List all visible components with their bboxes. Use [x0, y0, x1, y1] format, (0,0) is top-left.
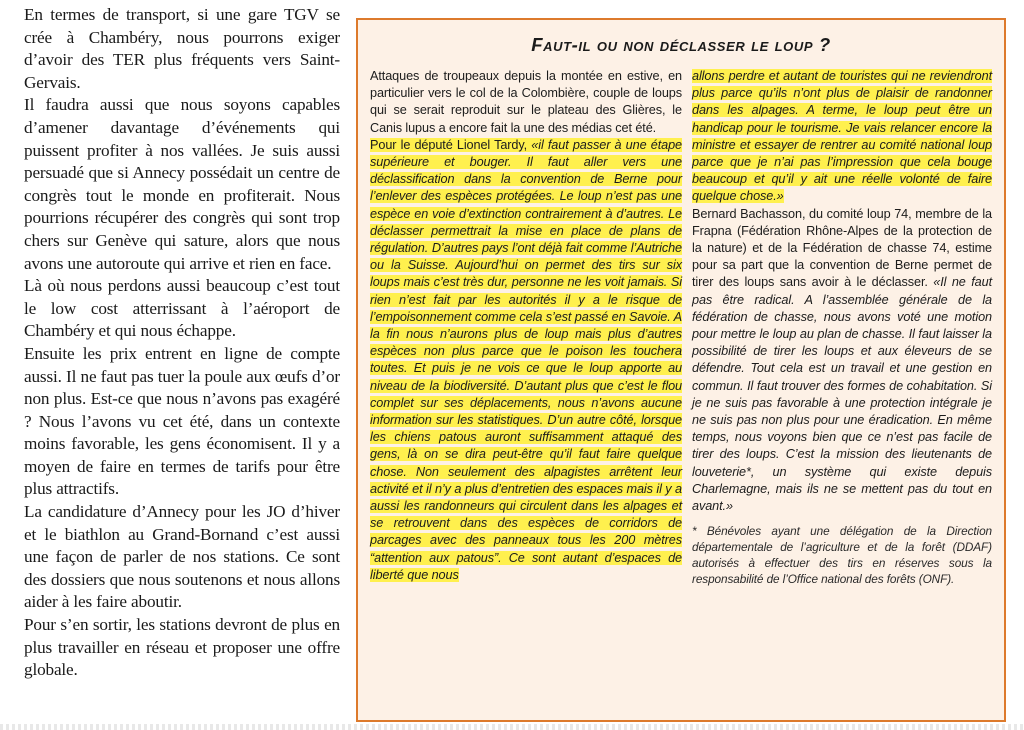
tardy-paragraph — [370, 137, 682, 584]
bachasson-lead: Bernard Bachasson, du comité loup 74, membre de la Frapna (Fédération Rhône-Alpes de la protection de la nature) et de la Fédération de chasse 74, estime pour sa part que la convention de Berne permet de tirer des loups sans avoir à le déclasser. — [692, 206, 992, 290]
wolf-sidebar-box — [356, 18, 1006, 722]
box-title: Faut-il ou non déclasser le loup ? — [531, 34, 831, 55]
page-bottom-edge — [0, 724, 1024, 730]
left-paragraph: Là où nous perdons aussi beaucoup c’est tout le low cost atterrissant à l’aéroport de Chambéry et qui nous échappe. — [24, 276, 340, 341]
tardy-quote: «il faut passer à une étape supérieure et bouger. Il faut aller vers une déclassification dans la convention de Berne pour l’enlever des espèces protégées. Le loup n’est pas une espèce en voie d’extinction contrairement à d’autres. Le déclasser permettrait la mise en place de plans de régulation. D’autres pays l’ont déjà fait comme l’Autriche ou la Suisse. Aujourd’hui on permet des tirs sur six loups mais c’est très dur, personne ne les voit jamais. Si rien n’est fait par les autorités il y a le risque de l’empoisonnement comme cela s’est passé en Savoie. A la fin nous n’aurons plus de loup mais plus d’autres espèces non plus parce que le poison les touchera toutes. Et puis je ne vois ce que le loup apporte au niveau de la biodiversité. D’autant plus que c’est le flou complet sur ses déplacements, nous n’avons aucune information sur les statistiques. D’un autre côté, lorsque les chiens patous auront suffisamment attaqué des gens, là on se dira peut-être qu’il faut faire quelque chose. Non seulement des alpagistes arrêtent leur activité et il n’y a plus d’entretien des espaces mais il y a aussi les randonneurs qui circulent dans les alpages et se retrouvent dans des espèces de corridors de parcages avec des panneaux tous les 200 mètres “attention aux patous”. Ce sont autant d’espaces de liberté que nous — [370, 137, 682, 582]
left-paragraph: La candidature d’Annecy pour les JO d’hiver et le biathlon au Grand-Bornand c’est aussi une façon de parler de nos stations. Ce sont des dossiers que nous soutenons et nous allons aider à les faire aboutir. — [24, 502, 340, 612]
left-paragraph: Ensuite les prix entrent en ligne de compte aussi. Il ne faut pas tuer la poule aux œufs d’or non plus. Est-ce que nous n’avons pas exagéré ? Nous l’avons vu cet été, dans un contexte moins favorable, les gens économisent. Il y a moyen de faire en termes de tarifs pour être plus attractifs. — [24, 343, 340, 499]
left-paragraph: Pour s’en sortir, les stations devront de plus en plus travailler en réseau et proposer une offre globale. — [24, 615, 340, 680]
tardy-quote-cont: allons perdre et autant de touristes qui ne reviendront plus parce qu’ils n’ont plus de plaisir de randonner dans les alpages. A terme, le loup peut être un handicap pour le tourisme. Je vais relancer encore la ministre et essayer de rentrer au comité national loup parce que je n’ai pas l’impression que cela bouge beaucoup et qu’il y ait une réelle volonté de faire quelque chose.» — [692, 69, 992, 204]
box-column-1 — [370, 68, 682, 584]
intro-paragraph: Attaques de troupeaux depuis la montée en estive, en particulier vers le col de la Colombière, couple de loups qui se serait reproduit sur le plateau des Glières, le Canis lupus a encore fait la une des médias cet été. — [370, 69, 682, 135]
bachasson-paragraph — [692, 206, 992, 516]
footnote: * Bénévoles ayant une délégation de la Direction départementale de l’agriculture et de la forêt (DDAF) autorisés à effectuer des tirs en réserves sous la responsabilité de l’Office national des forêts (ONF). — [692, 524, 992, 587]
box-column-2 — [692, 68, 992, 587]
left-article-column — [24, 4, 340, 724]
left-paragraph: Il faudra aussi que nous soyons capables d’amener davantage d’événements qui puissent profiter à nos vallées. Je suis aussi persuadé que si Annecy possédait un centre de congrès tout le monde en profiterait. Nous pourrions récupérer des congrès qui sont trop chers sur Genève qui sature, alors que nous avons une autoroute qui arrive et rien en face. — [24, 95, 340, 273]
tardy-continuation — [692, 68, 992, 206]
left-paragraph: En termes de transport, si une gare TGV se crée à Chambéry, nous pourrons exiger d’avoir des TER plus fréquents vers Saint-Gervais. — [24, 5, 340, 92]
tardy-lead: Pour le député Lionel Tardy, — [370, 137, 532, 152]
bachasson-quote: «Il ne faut pas être radical. A l’assemblée générale de la fédération de chasse, nous avons voté une motion pour mettre le loup au plan de chasse. Il faut laisser la possibilité de tirer les loups et aux éleveurs de se défendre. Tout cela est un travail et une gestion en commun. Il faut trouver des formes de cohabitation. Si je ne suis pas favorable à une protection intégrale je ne suis pas non plus pour une éradication. En même temps, nous voyons bien que ce n’est pas facile de tirer des loups. C’est la mission des lieutenants de louveterie*, un système qui existe depuis Charlemagne, mais ils ne se mettent pas du tout en avant.» — [692, 275, 992, 514]
